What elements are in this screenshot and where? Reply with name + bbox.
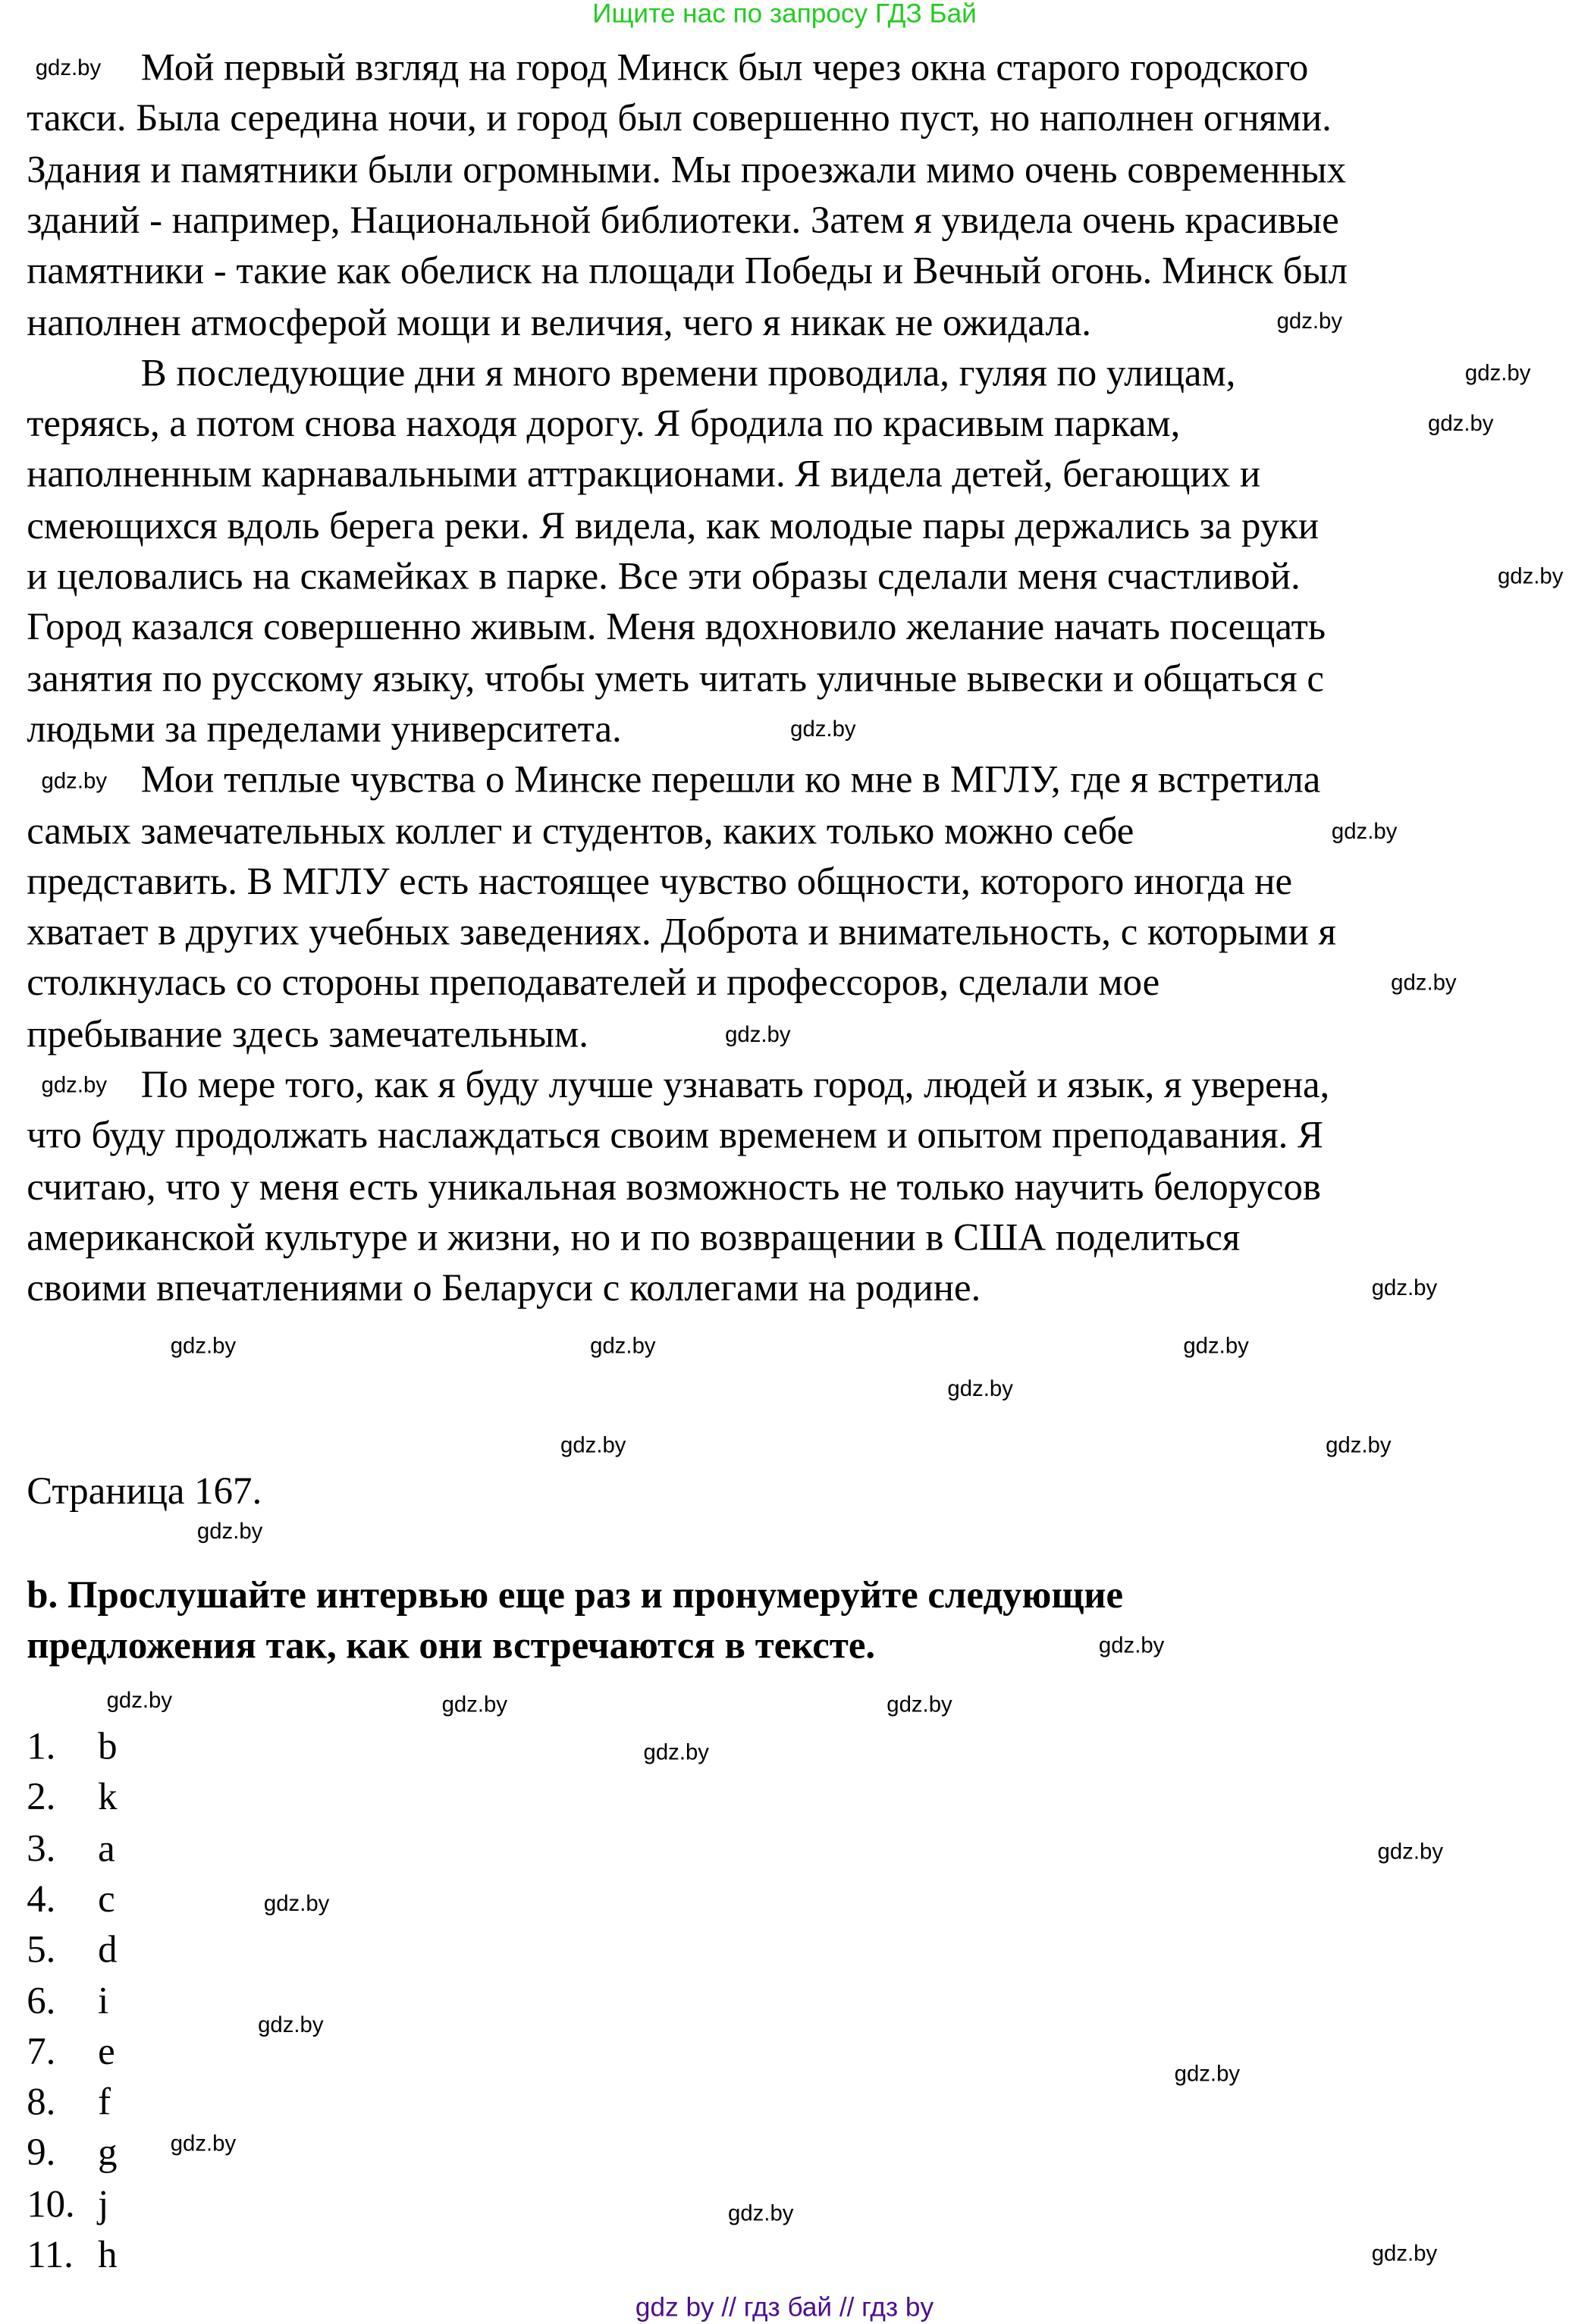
paragraph-2-line: В последующие дни я много времени проводила, гуляя по улицам,	[140, 351, 1236, 394]
paragraph-1-line: памятники - такие как обелиск на площади Победы и Вечный огонь. Минск был	[27, 249, 1348, 293]
answer-number: 1.	[27, 1724, 56, 1768]
watermark-text: gdz.by	[1183, 1334, 1249, 1360]
answer-number: 10.	[27, 2182, 75, 2225]
answer-letter: i	[98, 1978, 109, 2022]
watermark-text: gdz.by	[170, 2131, 237, 2157]
watermark-text: gdz.by	[1464, 361, 1531, 387]
paragraph-4-line: По мере того, как я буду лучше узнавать город, людей и язык, я уверена,	[140, 1063, 1330, 1106]
answer-letter: j	[98, 2182, 109, 2225]
paragraph-4-line: американской культуре и жизни, но и по возвращении в США поделиться	[27, 1215, 1241, 1259]
paragraph-4-line: считаю, что у меня есть уникальная возможность не только научить белорусов	[27, 1165, 1321, 1209]
answer-letter: g	[98, 2131, 118, 2175]
watermark-text: gdz.by	[1174, 2062, 1241, 2087]
watermark-text: gdz.by	[106, 1688, 173, 1714]
paragraph-4-line: своими впечатлениями о Беларуси с коллегами на родине.	[27, 1266, 981, 1310]
paragraph-1-line: такси. Была середина ночи, и город был совершенно пуст, но наполнен огнями.	[27, 96, 1332, 140]
task-heading-line-2: предложения так, как они встречаются в тексте.	[27, 1623, 876, 1667]
answer-letter: f	[98, 2080, 111, 2124]
answer-letter: k	[98, 1775, 118, 1819]
answer-letter: b	[98, 1724, 118, 1768]
paragraph-2-line: теряясь, а потом снова находя дорогу. Я бродила по красивым паркам,	[27, 402, 1181, 445]
answer-number: 5.	[27, 1927, 56, 1971]
task-heading-line-1: b. Прослушайте интервью еще раз и пронумеруйте следующие	[27, 1573, 1124, 1617]
answer-number: 3.	[27, 1826, 56, 1870]
paragraph-4-line: что буду продолжать наслаждаться своим временем и опытом преподавания. Я	[27, 1114, 1323, 1157]
page-label: Страница 167.	[27, 1469, 262, 1513]
answer-number: 9.	[27, 2131, 56, 2175]
paragraph-2-line: занятия по русскому языку, чтобы уметь читать уличные вывески и общаться с	[27, 656, 1324, 700]
watermark-text: gdz.by	[170, 1334, 237, 1360]
watermark-text: gdz.by	[1326, 1433, 1392, 1459]
paragraph-2-line: наполненным карнавальными аттракционами. Я видела детей, бегающих и	[27, 453, 1261, 496]
footer-links[interactable]: gdz by // гдз бай // гдз by	[635, 2292, 934, 2322]
watermark-text: gdz.by	[1371, 2241, 1438, 2267]
paragraph-2-line: Город казался совершенно живым. Меня вдохновило желание начать посещать	[27, 605, 1326, 649]
paragraph-3-line: столкнулась со стороны преподавателей и профессоров, сделали мое	[27, 961, 1160, 1005]
watermark-text: gdz.by	[590, 1334, 656, 1360]
watermark-text: gdz.by	[725, 1022, 791, 1048]
answer-letter: d	[98, 1927, 118, 1971]
watermark-text: gdz.by	[1391, 970, 1457, 996]
paragraph-3-line: Мои теплые чувства о Минске перешли ко мне в МГЛУ, где я встретила	[140, 757, 1321, 801]
paragraph-3-line: пребывание здесь замечательным.	[27, 1012, 588, 1055]
answer-letter: e	[98, 2029, 115, 2073]
answer-letter: a	[98, 1826, 115, 1870]
watermark-text: gdz.by	[728, 2201, 794, 2227]
paragraph-3-line: представить. В МГЛУ есть настоящее чувство общности, которого иногда не	[27, 859, 1293, 903]
answer-letter: c	[98, 1877, 115, 1921]
answer-number: 7.	[27, 2029, 56, 2073]
watermark-text: gdz.by	[41, 1072, 108, 1099]
paragraph-3-line: самых замечательных коллег и студентов, каких только можно себе	[27, 808, 1134, 852]
answer-letter: h	[98, 2233, 118, 2276]
watermark-text: gdz.by	[1497, 564, 1564, 590]
watermark-text: gdz.by	[1098, 1633, 1165, 1659]
answer-number: 11.	[27, 2233, 74, 2276]
watermark-text: gdz.by	[1331, 819, 1398, 845]
paragraph-2-line: и целовались на скамейках в парке. Все эти образы сделали меня счастливой.	[27, 554, 1301, 598]
answer-number: 2.	[27, 1775, 56, 1819]
watermark-text: gdz.by	[643, 1739, 709, 1766]
watermark-text: gdz.by	[1371, 1275, 1438, 1302]
answer-number: 8.	[27, 2080, 56, 2124]
paragraph-2-line: людьми за пределами университета.	[27, 707, 622, 751]
answer-number: 6.	[27, 1978, 56, 2022]
paragraph-2-line: смеющихся вдоль берега реки. Я видела, как молодые пары держались за руки	[27, 503, 1320, 547]
watermark-text: gdz.by	[1276, 309, 1343, 334]
paragraph-3-line: хватает в других учебных заведениях. Доброта и внимательность, с которыми я	[27, 910, 1336, 954]
watermark-text: gdz.by	[263, 1891, 330, 1917]
watermark-text: gdz.by	[35, 55, 102, 81]
watermark-text: gdz.by	[196, 1519, 263, 1545]
watermark-text: gdz.by	[1377, 1839, 1443, 1865]
watermark-text: gdz.by	[886, 1692, 952, 1718]
paragraph-1-line: Мой первый взгляд на город Минск был через окна старого городского	[140, 45, 1309, 89]
watermark-text: gdz.by	[1428, 411, 1494, 437]
paragraph-1-line: Здания и памятники были огромными. Мы проезжали мимо очень современных	[27, 147, 1347, 191]
watermark-text: gdz.by	[560, 1433, 626, 1459]
watermark-text: gdz.by	[790, 717, 856, 742]
answer-number: 4.	[27, 1877, 56, 1921]
paragraph-1-line: зданий - например, Национальной библиотеки. Затем я увидела очень красивые	[27, 198, 1339, 242]
search-hint-header: Ищите нас по запросу ГДЗ Бай	[592, 0, 977, 29]
watermark-text: gdz.by	[258, 2012, 324, 2038]
paragraph-1-line: наполнен атмосферой мощи и величия, чего я никак не ожидала.	[27, 300, 1092, 343]
watermark-text: gdz.by	[441, 1692, 508, 1718]
watermark-text: gdz.by	[41, 768, 108, 795]
watermark-text: gdz.by	[947, 1376, 1013, 1403]
